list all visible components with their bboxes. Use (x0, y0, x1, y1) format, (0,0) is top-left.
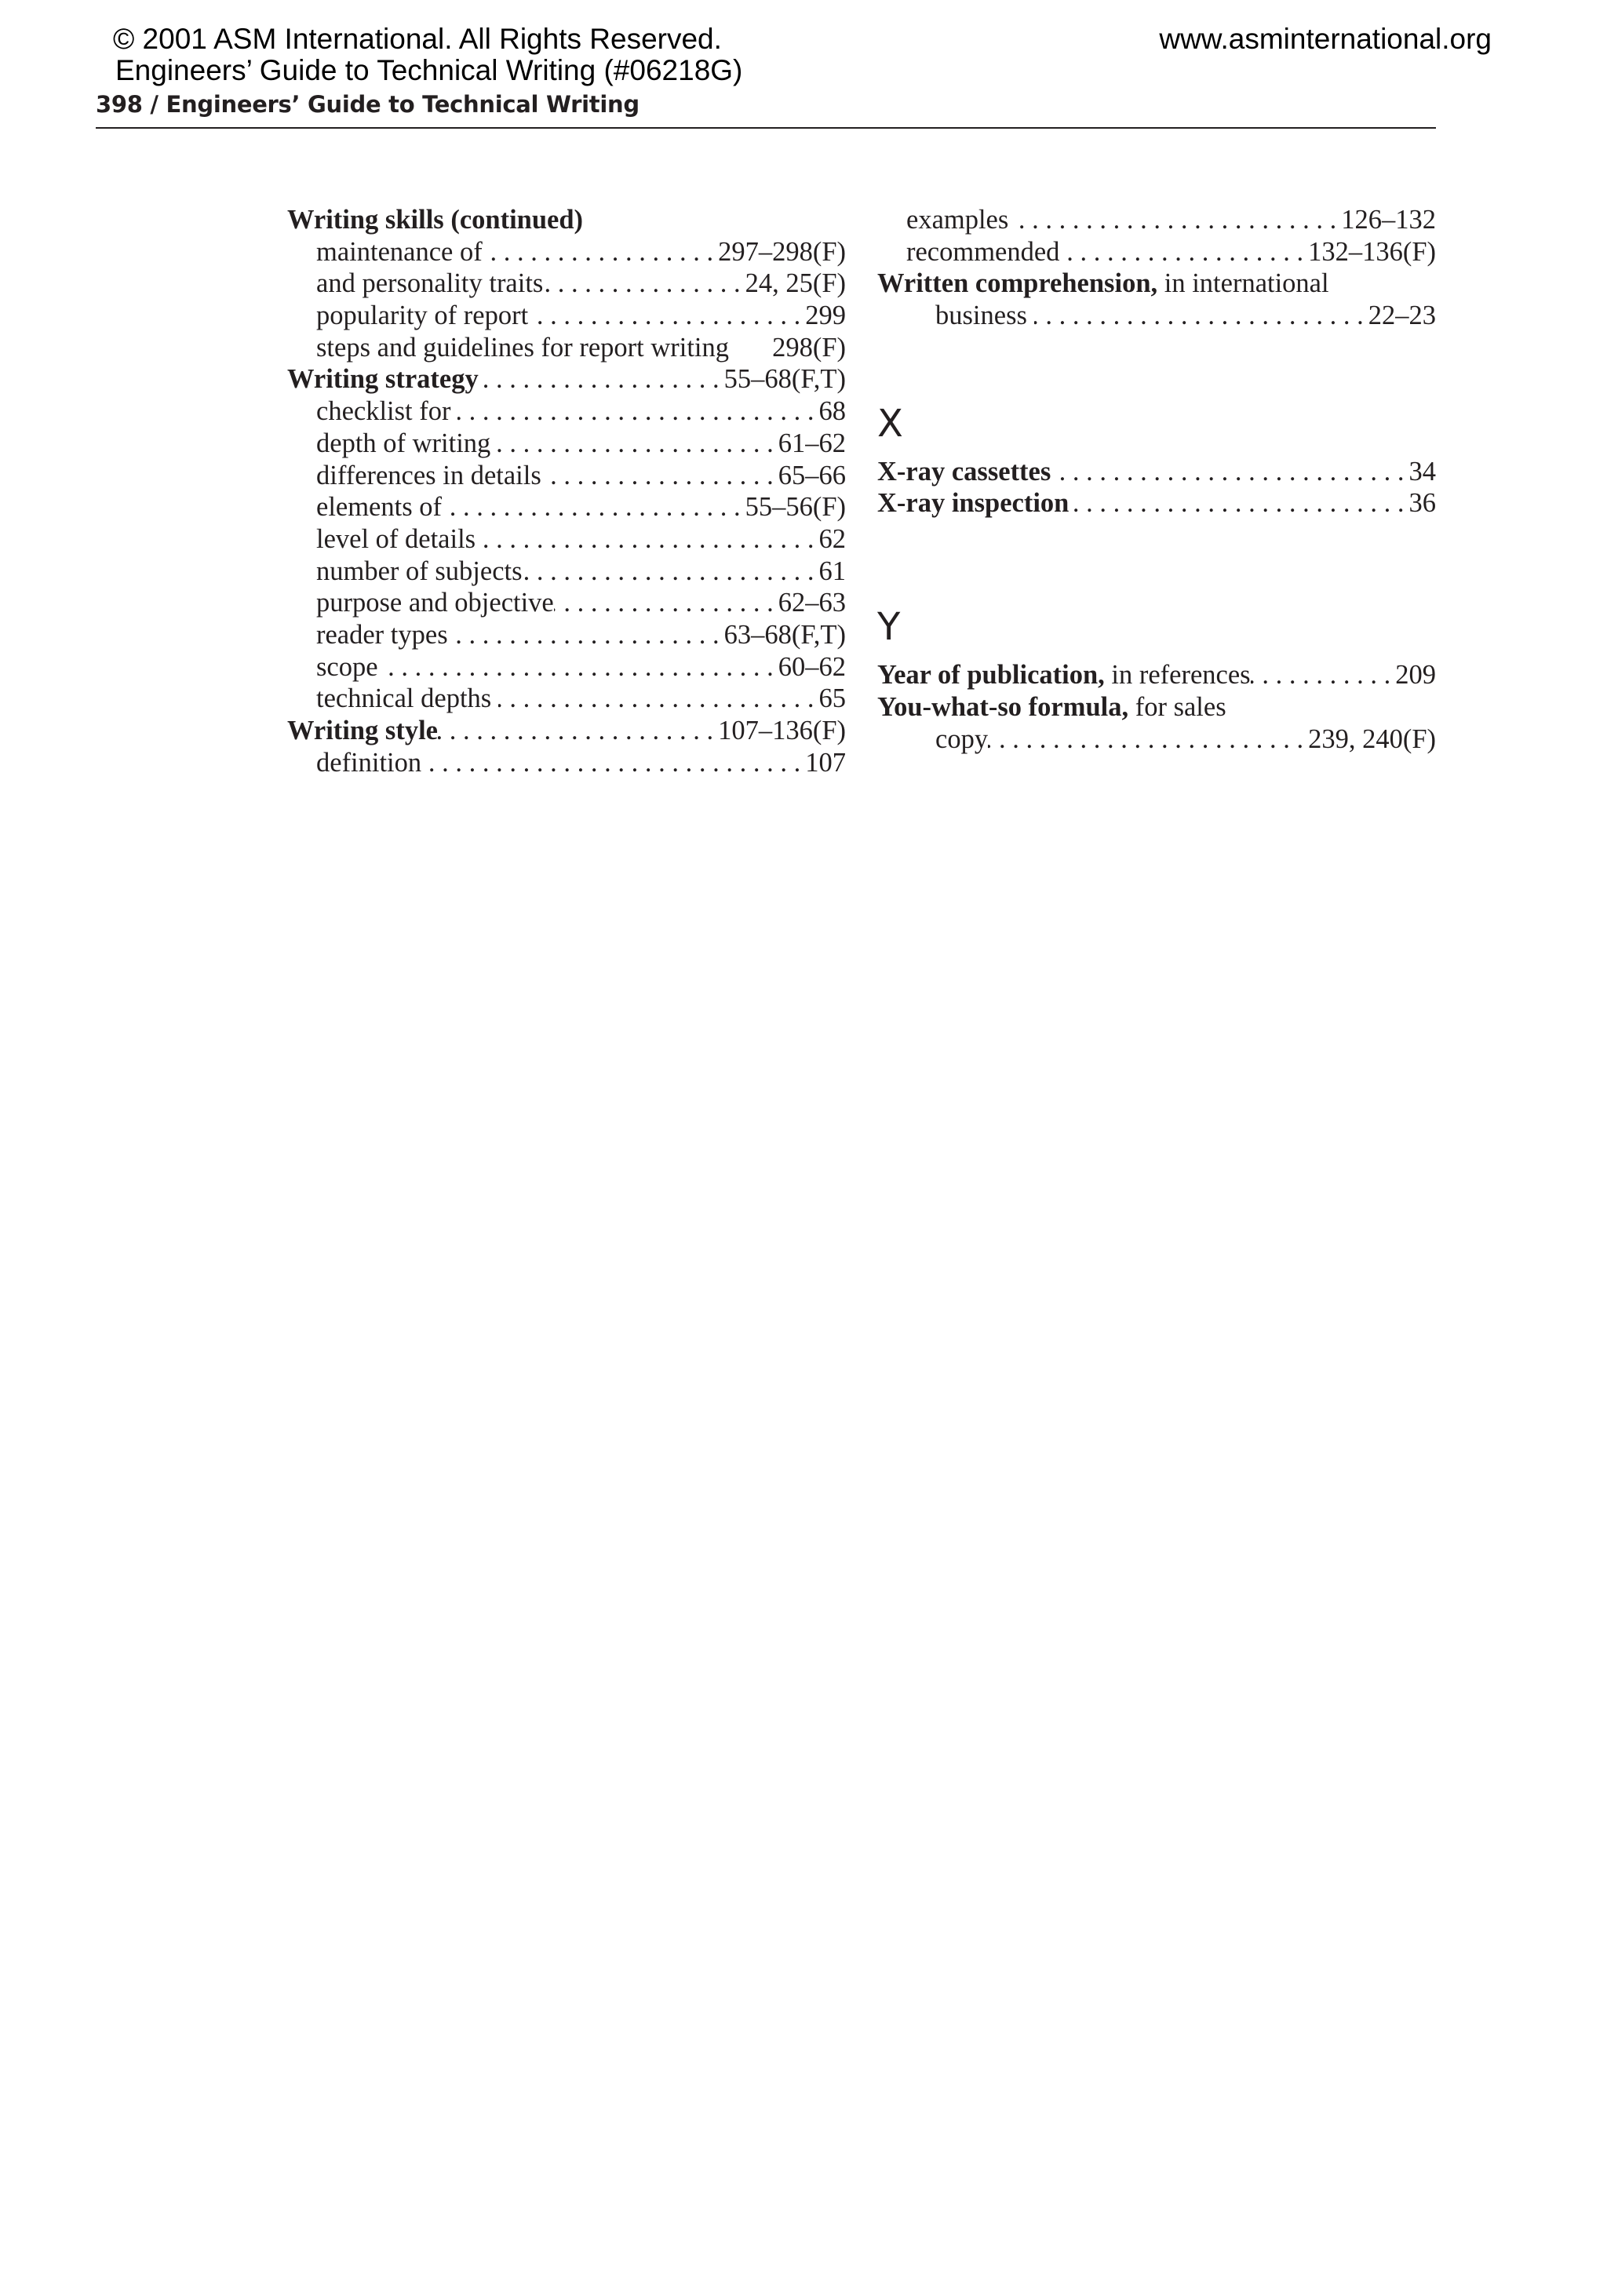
index-term: Writing style (287, 716, 438, 745)
running-head: 398 / Engineers’ Guide to Technical Writing (96, 91, 640, 118)
index-entry (877, 659, 1436, 691)
index-entry (287, 715, 846, 747)
page-ref: 34 (1408, 456, 1436, 487)
header-rule (96, 127, 1436, 129)
index-subentry (287, 300, 846, 332)
index-entry (877, 456, 1436, 488)
page-ref: 239, 240(F) (1308, 723, 1436, 754)
page-ref: 209 (1395, 660, 1436, 691)
index-subentry (287, 683, 846, 715)
index-subentry (877, 204, 1436, 236)
leader-dots (489, 236, 718, 268)
entry-label: differences in details (316, 460, 548, 490)
page-ref: 55–56(F) (745, 492, 846, 523)
entry-label: business (935, 301, 1034, 331)
index-entry-continuation (877, 300, 1436, 332)
entry-qualifier: for sales (1128, 691, 1226, 722)
page-ref: 24, 25(F) (745, 268, 846, 299)
page-ref: 126–132 (1341, 205, 1436, 235)
index-subentry (287, 556, 846, 588)
leader-dots (438, 715, 718, 747)
page-ref: 65 (818, 683, 846, 714)
leader-dots (479, 363, 724, 395)
leader-dots (523, 556, 819, 588)
page-ref: 22–23 (1368, 301, 1436, 331)
leader-dots (1251, 659, 1396, 691)
index-term: Written comprehension, (877, 268, 1158, 299)
leader-dots (454, 619, 723, 651)
index-subentry (287, 587, 846, 619)
page-ref: 60–62 (778, 651, 846, 682)
leader-dots (988, 723, 1308, 756)
leader-dots (498, 683, 819, 715)
entry-label: examples (906, 205, 1015, 235)
index-subentry (287, 523, 846, 556)
entry-label: technical depths (316, 683, 498, 714)
index-heading (287, 204, 846, 236)
book-id-line: Engineers’ Guide to Technical Writing (#06218G) (115, 54, 743, 86)
leader-dots (1066, 236, 1308, 268)
entry-label: recommended (906, 236, 1067, 267)
index-entry (877, 691, 1436, 723)
index-entry-continuation (877, 723, 1436, 756)
page-ref: 297–298(F) (718, 236, 846, 267)
leader-dots (449, 491, 745, 523)
index-column-left (287, 204, 846, 778)
entry-label: reader types (316, 619, 455, 650)
page-ref: 68 (818, 396, 846, 427)
page-ref: 63–68(F,T) (723, 619, 846, 650)
entry-label: definition (316, 747, 428, 778)
entry-qualifier: in international (1157, 268, 1329, 299)
entry-label: checklist for (316, 396, 458, 427)
leader-dots (1058, 456, 1409, 488)
leader-dots (497, 428, 778, 460)
leader-dots (554, 587, 778, 619)
page-ref: 107 (805, 747, 846, 778)
index-term: Year of publication, (877, 660, 1105, 691)
entry-label: maintenance of (316, 236, 490, 267)
page-ref: 298(F) (772, 332, 846, 363)
leader-dots (428, 747, 805, 779)
copyright-line: © 2001 ASM International. All Rights Reserved. (113, 23, 722, 55)
leader-dots (483, 523, 819, 556)
index-subentry (287, 651, 846, 683)
index-subentry (287, 428, 846, 460)
page-ref: 61–62 (778, 428, 846, 458)
index-subentry (287, 747, 846, 779)
page-ref: 62–63 (778, 588, 846, 618)
entry-label: depth of writing (316, 428, 497, 458)
entry-label: copy (935, 723, 989, 754)
index-subentry (287, 332, 846, 364)
page-ref: 299 (805, 301, 846, 331)
page-ref: 61 (818, 556, 846, 586)
entry-label: level of details (316, 523, 483, 554)
page-ref: 55–68(F,T) (723, 364, 846, 395)
leader-dots (1069, 487, 1408, 519)
leader-dots (548, 460, 778, 492)
leader-dots (457, 395, 818, 428)
leader-dots (543, 268, 745, 300)
entry-label: number of subjects (316, 556, 523, 586)
page-ref: 36 (1408, 488, 1436, 519)
section-letter-x: X (877, 401, 903, 446)
entry-label: purpose and objective (316, 588, 554, 618)
index-subentry (287, 491, 846, 523)
index-entry (877, 268, 1436, 300)
leader-dots (528, 300, 805, 332)
index-term: Writing skills (287, 205, 444, 235)
page-ref: 65–66 (778, 460, 846, 490)
index-subentry (287, 236, 846, 268)
index-subentry (287, 460, 846, 492)
index-term: X-ray cassettes (877, 456, 1058, 487)
index-term: You-what-so formula, (877, 691, 1129, 722)
entry-label: popularity of report (316, 301, 529, 331)
entry-label: elements of (316, 492, 449, 523)
index-subentry (287, 619, 846, 651)
index-subentry (287, 395, 846, 428)
publisher-website: www.asminternational.org (1159, 23, 1492, 55)
page-ref: 107–136(F) (718, 716, 846, 745)
entry-label: and personality traits (316, 268, 544, 299)
page-ref: 62 (818, 523, 846, 554)
index-term: X-ray inspection (877, 488, 1070, 519)
page-ref: 132–136(F) (1308, 236, 1436, 267)
leader-dots (1015, 204, 1341, 236)
index-column-right (877, 204, 1436, 755)
index-entry (287, 363, 846, 395)
copyright-notice (113, 24, 898, 86)
section-letter-y: Y (877, 605, 901, 650)
entry-label: steps and guidelines for report writing (316, 332, 730, 363)
continued-note: (continued) (450, 205, 584, 235)
entry-label: scope (316, 651, 385, 682)
index-subentry (287, 268, 846, 300)
index-subentry (877, 236, 1436, 268)
index-entry (877, 487, 1436, 519)
index-term: Writing strategy (287, 364, 479, 395)
leader-dots (1034, 300, 1368, 332)
entry-qualifier: in references (1104, 660, 1251, 691)
leader-dots (384, 651, 778, 683)
